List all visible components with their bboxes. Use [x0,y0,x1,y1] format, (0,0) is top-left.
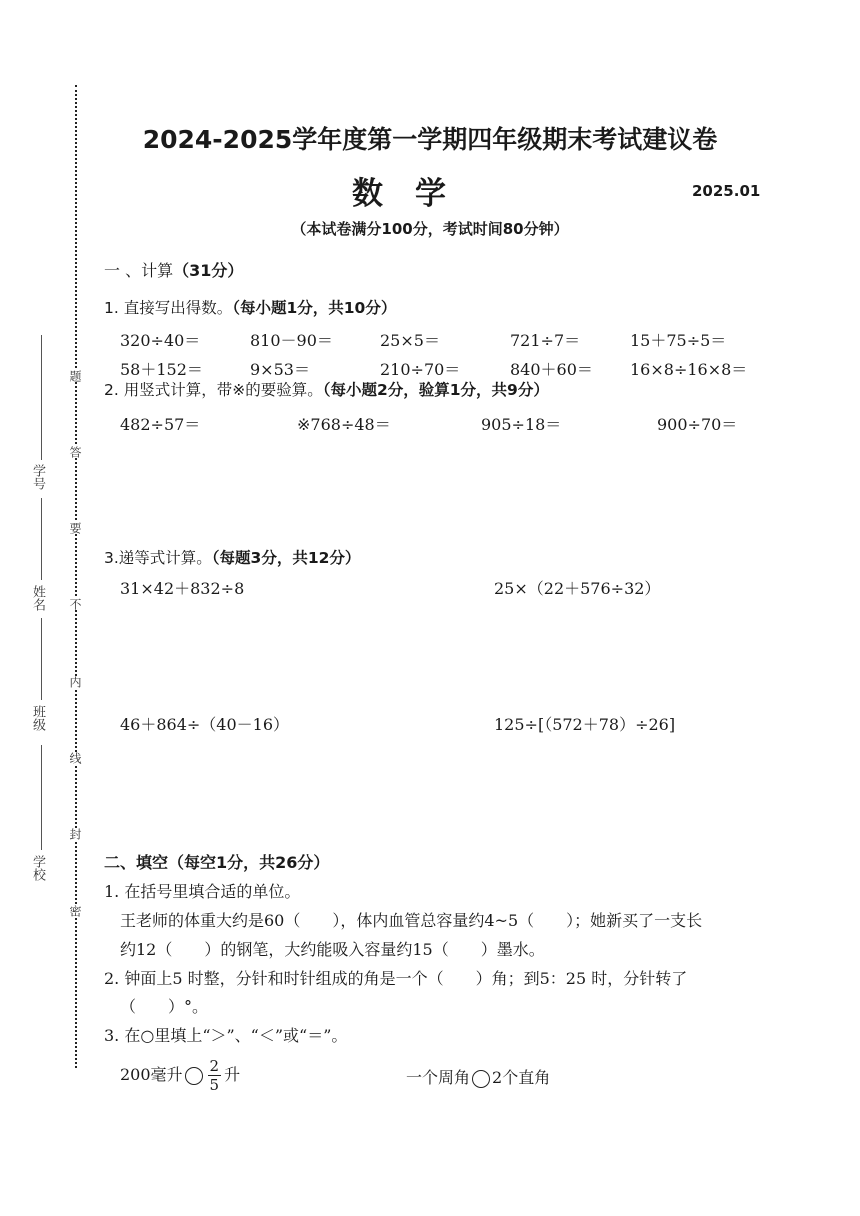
section-2-title [104,850,329,873]
name-blank [41,498,42,580]
compare-left [120,1057,240,1094]
seal-char-2: 封 [68,828,82,840]
exam-note: （本试卷满分100分，考试时间80分钟） [291,220,569,238]
compare-left-suffix: 升 [224,1065,241,1084]
seal-char-6: 要 [68,522,82,534]
oral-calc-4: 721÷7＝ [510,331,581,350]
question-1-1-text: 1. 直接写出得数。 [104,299,233,317]
step-calc-2: 25×（22＋576÷32） [494,579,661,598]
student-number-blank [41,335,42,460]
seal-char-4: 内 [68,676,82,688]
fill-3-title: 3. 在○里填上“＞”、“＜”或“＝”。 [104,1026,348,1045]
oral-calc-6: 58＋152＝ [120,360,203,379]
question-1-2-title [104,378,549,400]
question-1-3-score: （每题3分，共12分） [211,549,361,567]
class-label: 班级 [30,705,45,731]
vertical-calc-4: 900÷70＝ [657,415,738,434]
oral-calc-9: 840＋60＝ [510,360,593,379]
fill-1-line-1: 王老师的体重大约是60（ ），体内血管总容量约4~5（ ）；她新买了一支长 [120,911,703,930]
exam-date: 2025.01 [692,182,761,200]
subject-title: 数学 [352,176,478,212]
vertical-calc-3: 905÷18＝ [481,415,562,434]
fraction-numerator: 2 [209,1057,220,1075]
step-calc-4: 125÷[（572＋78）÷26] [494,715,676,734]
exam-title: 2024-2025学年度第一学期四年级期末考试建议卷 [142,125,718,154]
oral-calc-2: 810－90＝ [250,331,333,350]
fill-2-line-1: 2. 钟面上5 时整，分针和时针组成的角是一个（ ）角；到5：25 时，分针转了 [104,969,688,988]
vertical-calc-1: 482÷57＝ [120,415,201,434]
fill-1-line-2: 约12（ ）的钢笔，大约能吸入容量约15（ ）墨水。 [120,940,545,959]
seal-char-1: 密 [68,905,82,917]
oral-calc-1: 320÷40＝ [120,331,201,350]
question-1-2-score: （每小题2分，验算1分，共9分） [322,381,549,399]
seal-char-5: 不 [68,598,82,610]
section-2-name: 二、填空 [104,853,169,872]
fill-1-title: 1. 在括号里填合适的单位。 [104,882,301,901]
oral-calc-8: 210÷70＝ [380,360,461,379]
section-1-name: 一 、计算 [104,261,174,280]
section-2-score: （每空1分，共26分） [168,853,330,872]
name-label: 姓名 [30,585,45,611]
question-1-1-score: （每小题1分，共10分） [232,299,397,317]
compare-right [406,1065,550,1088]
step-calc-3: 46＋864÷（40－16） [120,715,290,734]
step-calc-1: 31×42＋832÷8 [120,579,245,598]
section-1-title [104,258,243,281]
oral-calc-5: 15＋75÷5＝ [630,331,727,350]
seal-char-8: 题 [68,370,82,382]
compare-left-prefix: 200毫升 [120,1065,183,1084]
school-blank [41,745,42,850]
oral-calc-10: 16×8÷16×8＝ [630,360,748,379]
question-1-1-title [104,296,396,318]
compare-right-prefix: 一个周角 [406,1068,471,1087]
student-number-label: 学号 [30,464,45,490]
oral-calc-7: 9×53＝ [250,360,310,379]
class-blank [41,618,42,700]
question-1-3-title [104,546,360,568]
school-label: 学校 [30,855,45,881]
question-1-3-text: 3.递等式计算。 [104,549,212,567]
fraction-denominator: 5 [209,1076,220,1094]
seal-char-7: 答 [68,446,82,458]
compare-right-suffix: 2个直角 [492,1068,551,1087]
vertical-calc-2: ※768÷48＝ [297,415,391,434]
fraction-two-fifths [208,1057,222,1094]
compare-circle-1[interactable] [185,1067,203,1085]
seal-char-3: 线 [68,752,82,764]
compare-circle-2[interactable] [472,1070,490,1088]
question-1-2-text: 2. 用竖式计算，带※的要验算。 [104,381,323,399]
fill-2-line-2: （ ）°。 [120,997,209,1016]
section-1-score: （31分） [173,261,244,280]
oral-calc-3: 25×5＝ [380,331,440,350]
